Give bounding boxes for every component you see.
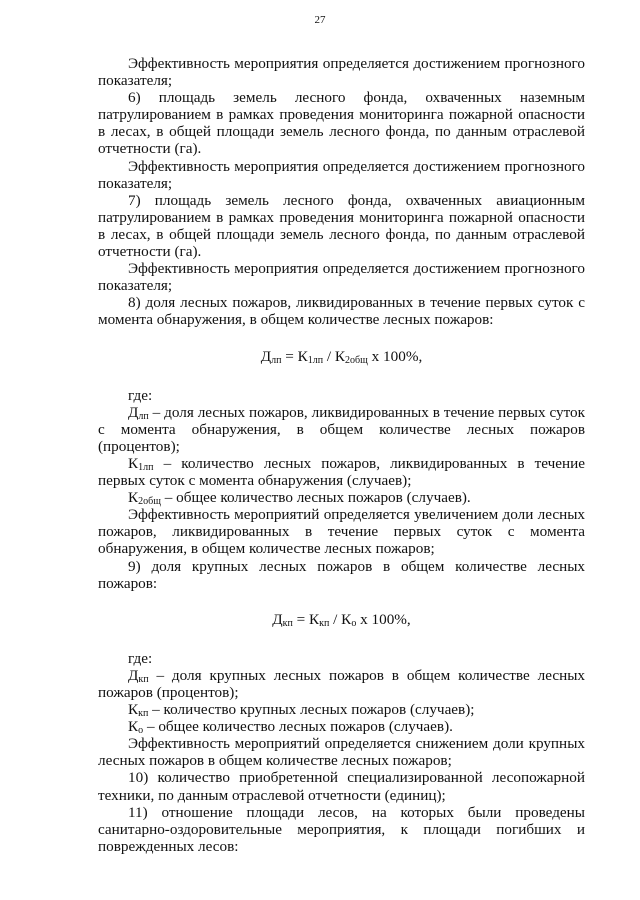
definition-subscript: кп bbox=[138, 708, 149, 720]
definition-subscript: 2общ bbox=[138, 496, 161, 508]
formula-large-fire-share bbox=[98, 611, 585, 628]
paragraph: 10) количество приобретенной специализированной лесопожарной техники, по данным отраслевой отчетности (единиц); bbox=[98, 769, 585, 804]
formula-fire-share-first-day bbox=[98, 348, 585, 365]
formula-symbol: = К bbox=[281, 347, 308, 365]
formula-subscript: кп bbox=[282, 617, 293, 629]
where-label: где: bbox=[128, 649, 153, 667]
formula-subscript: кп bbox=[319, 617, 330, 629]
formula-symbol: Д bbox=[272, 610, 283, 628]
paragraph: 11) отношение площади лесов, на которых были проведены санитарно-оздоровительные мероприятия, к площади погибших и поврежденных лесов: bbox=[98, 803, 585, 855]
formula-subscript: лп bbox=[271, 354, 282, 366]
definition-text: – общее количество лесных пожаров (случаев). bbox=[160, 489, 471, 507]
definition-text: – общее количество лесных пожаров (случаев). bbox=[143, 718, 453, 736]
formula-symbol: / К bbox=[323, 347, 346, 365]
definition bbox=[98, 667, 585, 701]
paragraph: 8) доля лесных пожаров, ликвидированных в течение первых суток с момента обнаружения, в общем количестве лесных пожаров: bbox=[98, 294, 585, 329]
formula-symbol: = К bbox=[292, 610, 320, 628]
paragraph: Эффективность мероприятия определяется достижением прогнозного показателя; bbox=[98, 260, 585, 295]
page-number: 27 bbox=[314, 14, 326, 26]
definition-text: – количество лесных пожаров, ликвидированных в течение первых суток с момента обнаружения (случаев); bbox=[98, 454, 585, 490]
paragraph: 9) доля крупных лесных пожаров в общем количестве лесных пожаров: bbox=[98, 557, 585, 592]
formula-symbol: х 100%, bbox=[356, 610, 411, 628]
formula-symbol: х 100%, bbox=[367, 347, 423, 365]
definition bbox=[98, 701, 585, 718]
definition-text: – количество крупных лесных пожаров (случаев); bbox=[148, 701, 475, 719]
definition-symbol: Д bbox=[128, 403, 139, 421]
where-label: где: bbox=[128, 386, 153, 404]
definition bbox=[98, 455, 585, 489]
definition-subscript: кп bbox=[138, 673, 149, 685]
definition-subscript: лп bbox=[138, 410, 149, 422]
definition bbox=[98, 404, 585, 455]
formula-subscript: 1лп bbox=[307, 354, 324, 366]
paragraph: Эффективность мероприятия определяется достижением прогнозного показателя; bbox=[98, 55, 585, 90]
document-body bbox=[98, 55, 585, 855]
definition-symbol: К bbox=[128, 701, 139, 719]
paragraph: Эффективность мероприятий определяется увеличением доли лесных пожаров, ликвидированных в течение первых суток с момента обнаружения, в общем количестве лесных пожаров; bbox=[98, 506, 585, 558]
definition-symbol: К bbox=[128, 454, 139, 472]
formula-symbol: Д bbox=[260, 347, 272, 365]
formula-subscript: о bbox=[351, 617, 357, 629]
definition-symbol: Д bbox=[128, 666, 139, 684]
paragraph: Эффективность мероприятия определяется достижением прогнозного показателя; bbox=[98, 157, 585, 192]
definition-subscript: 1лп bbox=[138, 461, 154, 473]
paragraph: 7) площадь земель лесного фонда, охваченных авиационным патрулированием в рамках проведения мониторинга пожарной опасности в лесах, в общей площади земель лесного фонда, по данным отраслевой отчетности (га). bbox=[98, 191, 585, 261]
formula-subscript: 2общ bbox=[345, 354, 368, 366]
definition-symbol: К bbox=[128, 489, 139, 507]
formula-symbol: / К bbox=[329, 610, 352, 628]
paragraph: 6) площадь земель лесного фонда, охваченных наземным патрулированием в рамках проведения мониторинга пожарной опасности в лесах, в общей площади земель лесного фонда, по данным отраслевой отчетности (га). bbox=[98, 89, 585, 158]
definition bbox=[98, 718, 585, 735]
definition-symbol: К bbox=[128, 718, 139, 736]
definition-subscript: о bbox=[138, 725, 144, 737]
definition-text: – доля крупных лесных пожаров в общем количестве лесных пожаров (процентов); bbox=[98, 666, 585, 701]
definition-text: – доля лесных пожаров, ликвидированных в течение первых суток с момента обнаружения, в общем количестве лесных пожаров (процентов); bbox=[98, 403, 585, 455]
definition bbox=[98, 489, 585, 506]
paragraph: Эффективность мероприятий определяется снижением доли крупных лесных пожаров в общем количестве лесных пожаров; bbox=[98, 735, 585, 770]
